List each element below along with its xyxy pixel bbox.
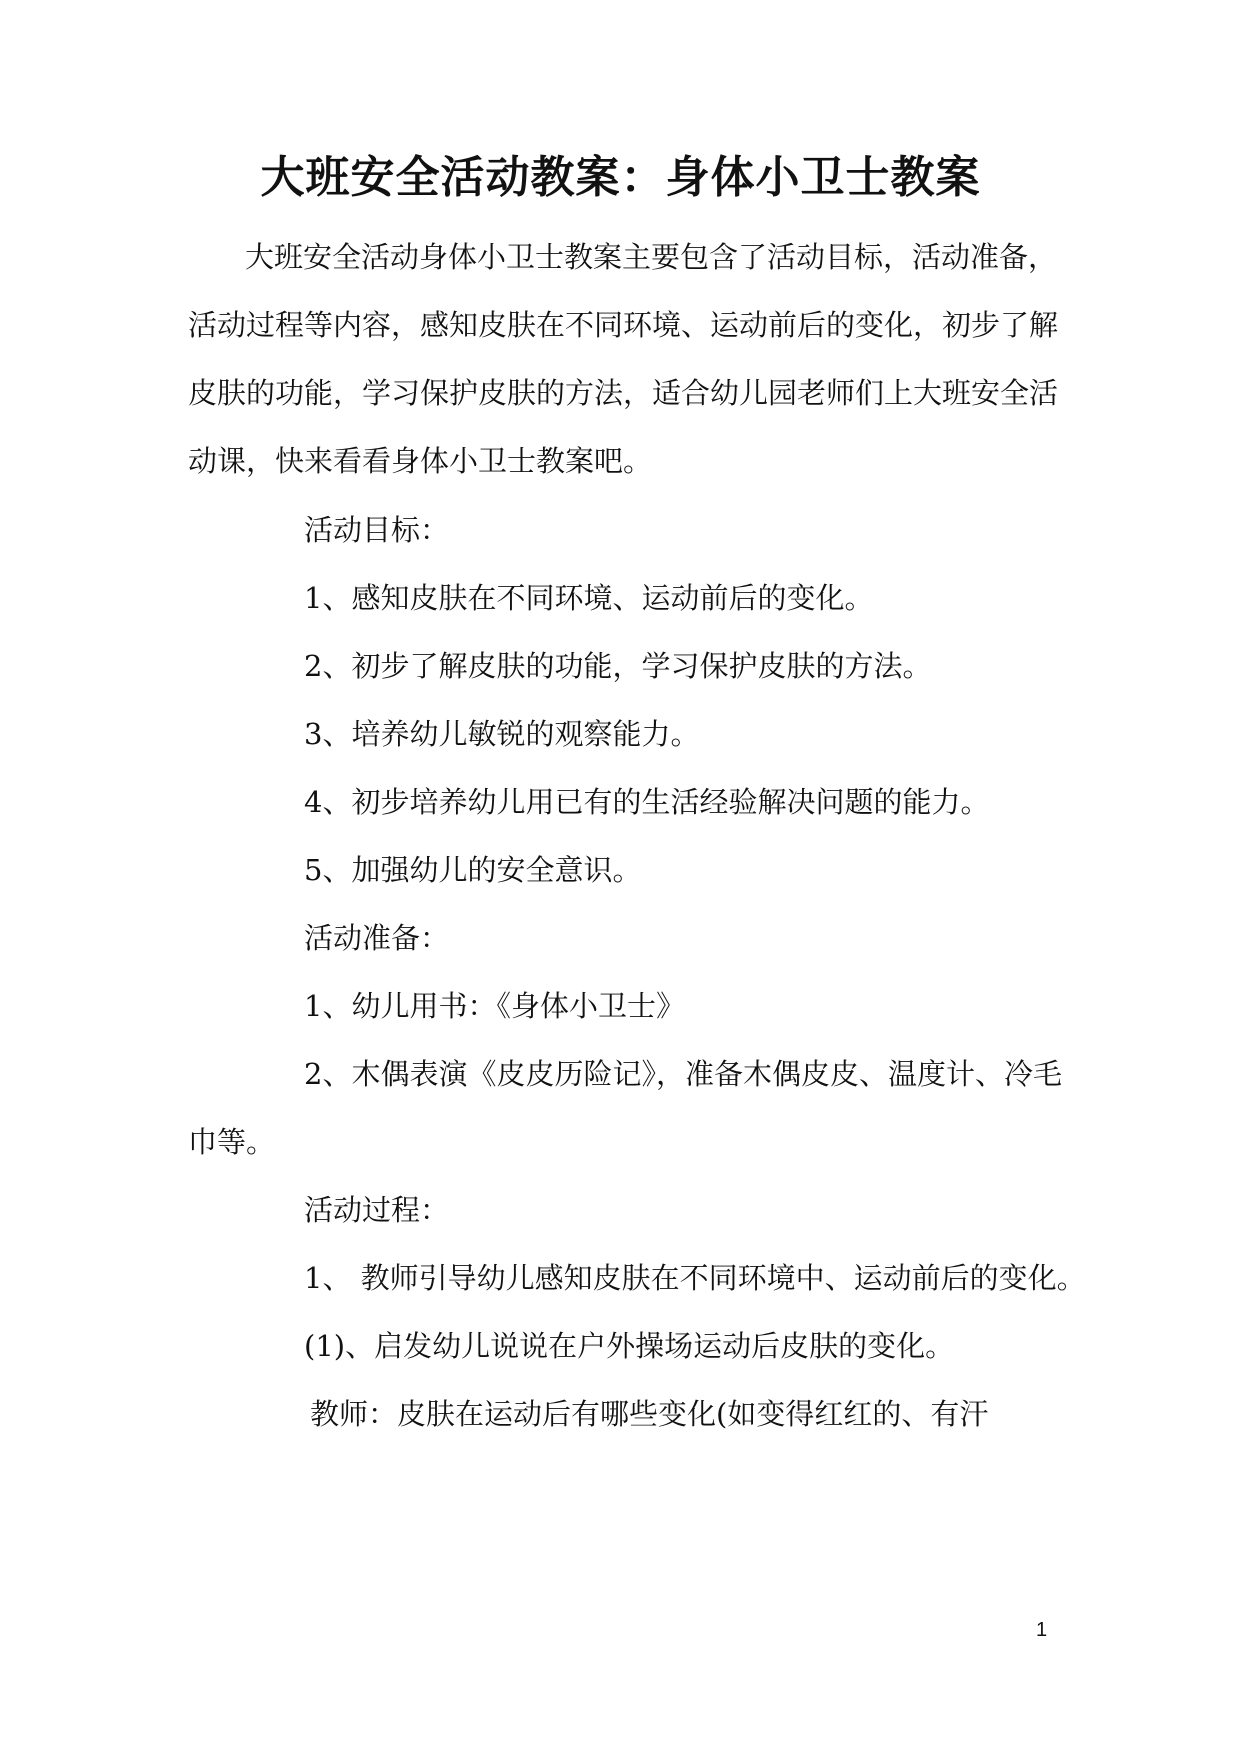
- intro-line: 活动过程等内容，感知皮肤在不同环境、运动前后的变化，初步了解: [188, 308, 1059, 342]
- process-heading: 活动过程：: [304, 1193, 450, 1227]
- prep-item: 1、幼儿用书：《身体小卫士》: [304, 989, 685, 1023]
- page-number: 1: [1036, 1619, 1048, 1641]
- prep-item-continued: 巾等。: [188, 1125, 276, 1159]
- teacher-line: 教师：皮肤在运动后有哪些变化(如变得红红的、有汗: [310, 1397, 989, 1431]
- intro-line: 皮肤的功能，学习保护皮肤的方法，适合幼儿园老师们上大班安全活: [188, 376, 1059, 410]
- prep-item: 2、木偶表演《皮皮历险记》，准备木偶皮皮、温度计、冷毛: [304, 1057, 1062, 1091]
- goal-item: 3、培养幼儿敏锐的观察能力。: [304, 717, 700, 751]
- process-item: 1、 教师引导幼儿感知皮肤在不同环境中、运动前后的变化。: [304, 1261, 1086, 1295]
- goal-item: 5、加强幼儿的安全意识。: [304, 853, 642, 887]
- document-title: 大班安全活动教案：身体小卫士教案: [260, 152, 981, 203]
- goal-item: 1、感知皮肤在不同环境、运动前后的变化。: [304, 581, 874, 615]
- intro-line: 大班安全活动身体小卫士教案主要包含了活动目标，活动准备，: [245, 240, 1058, 274]
- prep-heading: 活动准备：: [304, 921, 450, 955]
- goal-item: 4、初步培养幼儿用已有的生活经验解决问题的能力。: [304, 785, 990, 819]
- intro-line: 动课，快来看看身体小卫士教案吧。: [188, 444, 653, 478]
- goals-heading: 活动目标：: [304, 513, 450, 547]
- process-subitem: (1)、启发幼儿说说在户外操场运动后皮肤的变化。: [304, 1329, 955, 1363]
- goal-item: 2、初步了解皮肤的功能，学习保护皮肤的方法。: [304, 649, 932, 683]
